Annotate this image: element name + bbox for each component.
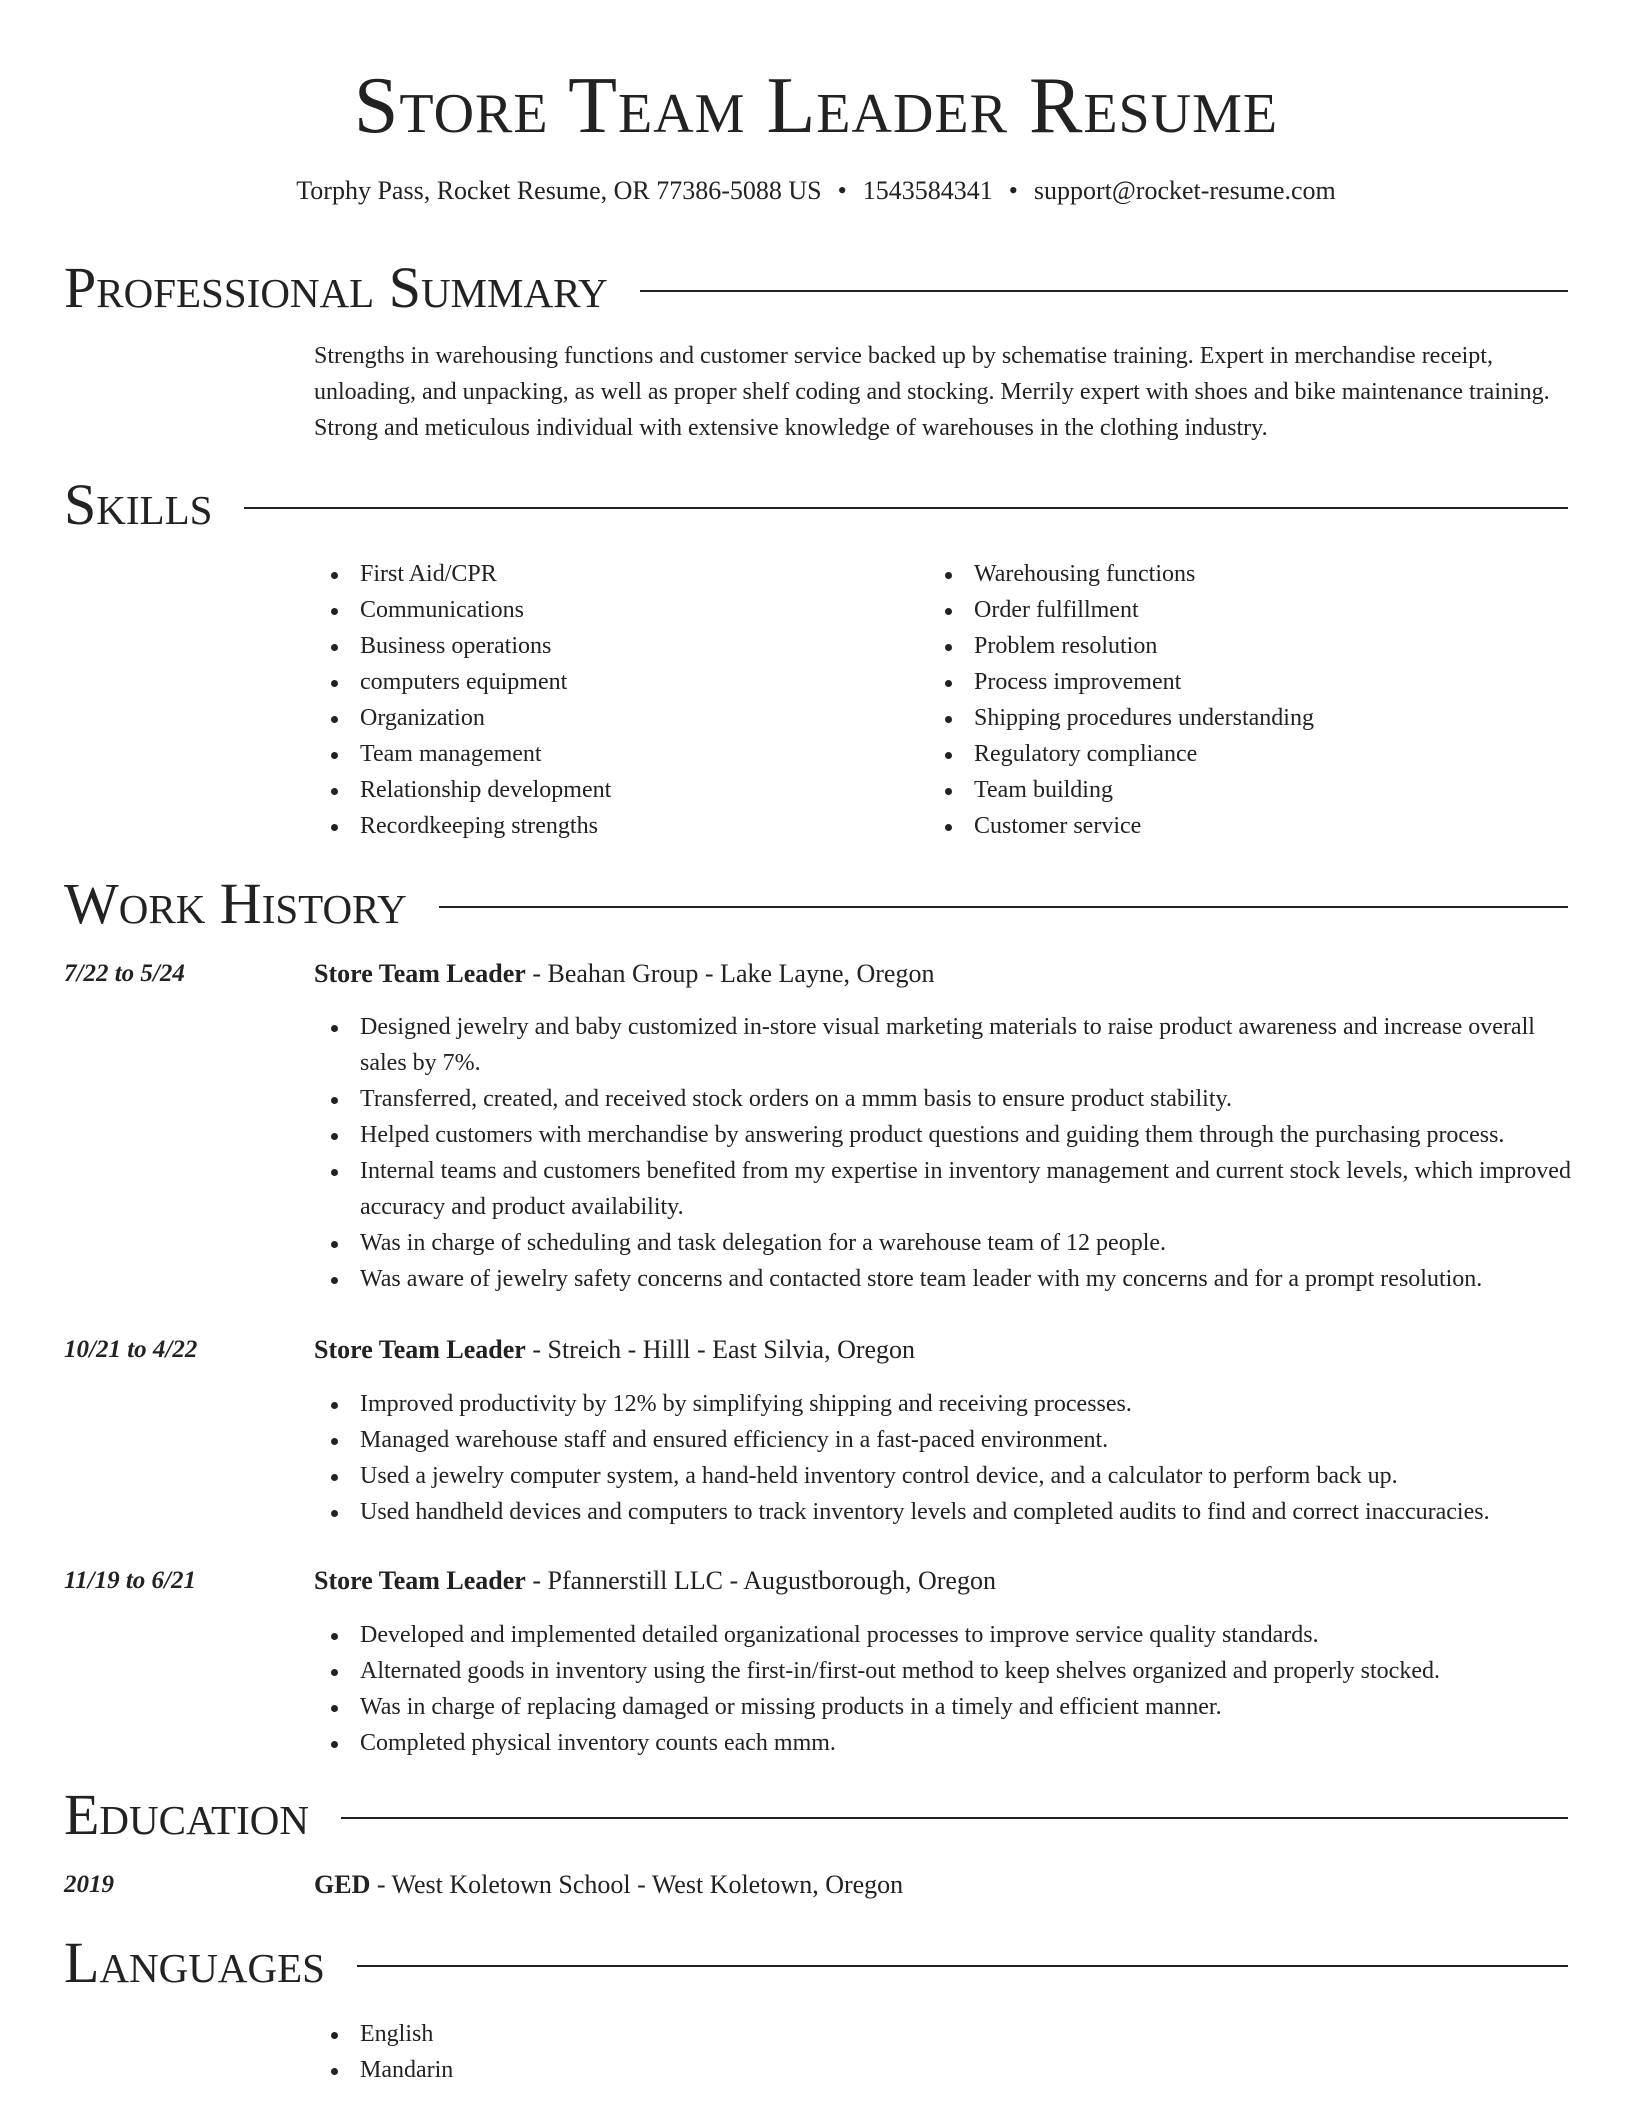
- skill-item: Business operations: [314, 628, 914, 664]
- skill-item: Team management: [314, 736, 914, 772]
- job-bullet-list: [314, 1617, 1574, 1761]
- skill-item: First Aid/CPR: [314, 556, 914, 592]
- job-bullet: Used a jewelry computer system, a hand-held inventory control device, and a calculator to perform back up.: [314, 1458, 1574, 1494]
- job-bullets: [314, 1009, 1574, 1297]
- job-bullet: Was aware of jewelry safety concerns and contacted store team leader with my concerns and for a prompt resolution.: [314, 1261, 1574, 1297]
- contact-phone: 1543584341: [862, 176, 993, 205]
- section-divider: [439, 906, 1568, 908]
- skill-item: Problem resolution: [928, 628, 1528, 664]
- skills-list-left: [314, 556, 914, 844]
- job-bullet: Transferred, created, and received stock orders on a mmm basis to ensure product stability.: [314, 1081, 1574, 1117]
- job-bullet: Managed warehouse staff and ensured efficiency in a fast-paced environment.: [314, 1422, 1574, 1458]
- job-dates: 11/19 to 6/21: [64, 1567, 196, 1594]
- job-role: Store Team Leader: [314, 1566, 526, 1595]
- section-title-education: Education: [64, 1782, 309, 1847]
- language-item: Mandarin: [314, 2052, 1574, 2088]
- job-bullet-list: [314, 1009, 1574, 1297]
- education-title: [314, 1868, 903, 1902]
- job-bullet: Used handheld devices and computers to track inventory levels and completed audits to find and correct inaccuracies.: [314, 1494, 1574, 1530]
- job-dates: 7/22 to 5/24: [64, 960, 185, 987]
- job-bullet-list: [314, 1386, 1574, 1530]
- language-item: English: [314, 2016, 1574, 2052]
- job-bullet: Helped customers with merchandise by answering product questions and guiding them through the purchasing process.: [314, 1117, 1574, 1153]
- job-bullet: Completed physical inventory counts each mmm.: [314, 1725, 1574, 1761]
- skills-column-left: [314, 556, 914, 844]
- section-header-summary: [64, 253, 1568, 323]
- contact-email: support@rocket-resume.com: [1033, 176, 1336, 205]
- job-employer: - Streich - Hilll - East Silvia, Oregon: [525, 1335, 916, 1364]
- job-bullet: Alternated goods in inventory using the first-in/first-out method to keep shelves organized and properly stocked.: [314, 1653, 1574, 1689]
- skill-item: Regulatory compliance: [928, 736, 1528, 772]
- education-year: 2019: [64, 1871, 114, 1898]
- skills-column-right: [928, 556, 1528, 844]
- contact-separator: •: [1008, 176, 1018, 205]
- skill-item: Communications: [314, 592, 914, 628]
- section-title-skills: Skills: [64, 472, 213, 537]
- job-title: [314, 1564, 996, 1598]
- skill-item: Shipping procedures understanding: [928, 700, 1528, 736]
- job-bullet: Improved productivity by 12% by simplifying shipping and receiving processes.: [314, 1386, 1574, 1422]
- job-title: [314, 1333, 915, 1367]
- section-header-work-history: [64, 869, 1568, 939]
- skill-item: Process improvement: [928, 664, 1528, 700]
- job-bullet: Designed jewelry and baby customized in-store visual marketing materials to raise product awareness and increase overall sales by 7%.: [314, 1009, 1574, 1081]
- section-header-education: [64, 1780, 1568, 1850]
- skills-list-right: [928, 556, 1528, 844]
- skill-item: Warehousing functions: [928, 556, 1528, 592]
- contact-separator: •: [837, 176, 847, 205]
- section-title-summary: Professional Summary: [64, 255, 608, 320]
- language-item-list: [314, 2016, 1574, 2088]
- job-bullet: Was in charge of replacing damaged or missing products in a timely and efficient manner.: [314, 1689, 1574, 1725]
- section-title-work-history: Work History: [64, 871, 407, 936]
- education-degree: GED: [314, 1870, 371, 1899]
- section-divider: [640, 290, 1568, 292]
- job-bullets: [314, 1386, 1574, 1530]
- contact-address: Torphy Pass, Rocket Resume, OR 77386-5088 US: [296, 176, 822, 205]
- section-header-skills: [64, 470, 1568, 540]
- job-employer: - Pfannerstill LLC - Augustborough, Oregon: [525, 1566, 996, 1595]
- job-role: Store Team Leader: [314, 1335, 526, 1364]
- resume-title: Store Team Leader Resume: [353, 62, 1279, 150]
- skill-item: Order fulfillment: [928, 592, 1528, 628]
- job-employer: - Beahan Group - Lake Layne, Oregon: [525, 959, 935, 988]
- skill-item: Recordkeeping strengths: [314, 808, 914, 844]
- languages-list: [314, 2016, 1574, 2088]
- section-header-languages: [64, 1928, 1568, 1998]
- job-dates: 10/21 to 4/22: [64, 1336, 198, 1363]
- skill-item: Relationship development: [314, 772, 914, 808]
- education-school: - West Koletown School - West Koletown, Oregon: [370, 1870, 904, 1899]
- job-bullet: Developed and implemented detailed organizational processes to improve service quality standards.: [314, 1617, 1574, 1653]
- job-bullet: Was in charge of scheduling and task delegation for a warehouse team of 12 people.: [314, 1225, 1574, 1261]
- job-role: Store Team Leader: [314, 959, 526, 988]
- contact-line: [0, 174, 1632, 208]
- summary-text: Strengths in warehousing functions and customer service backed up by schematise training. Expert in merchandise receipt, unloading, and unpacking, as well as proper shelf coding and stocking. Merrily expert with shoes and bike maintenance training. Strong and meticulous individual with extensive knowledge of warehouses in the clothing industry.: [314, 343, 1550, 441]
- section-title-languages: Languages: [64, 1930, 325, 1995]
- skill-item: Customer service: [928, 808, 1528, 844]
- skill-item: computers equipment: [314, 664, 914, 700]
- section-divider: [341, 1817, 1568, 1819]
- job-bullets: [314, 1617, 1574, 1761]
- skill-item: Organization: [314, 700, 914, 736]
- job-bullet: Internal teams and customers benefited from my expertise in inventory management and current stock levels, which improved accuracy and product availability.: [314, 1153, 1574, 1225]
- section-divider: [244, 507, 1568, 509]
- section-divider: [357, 1965, 1568, 1967]
- job-title: [314, 957, 934, 991]
- skill-item: Team building: [928, 772, 1528, 808]
